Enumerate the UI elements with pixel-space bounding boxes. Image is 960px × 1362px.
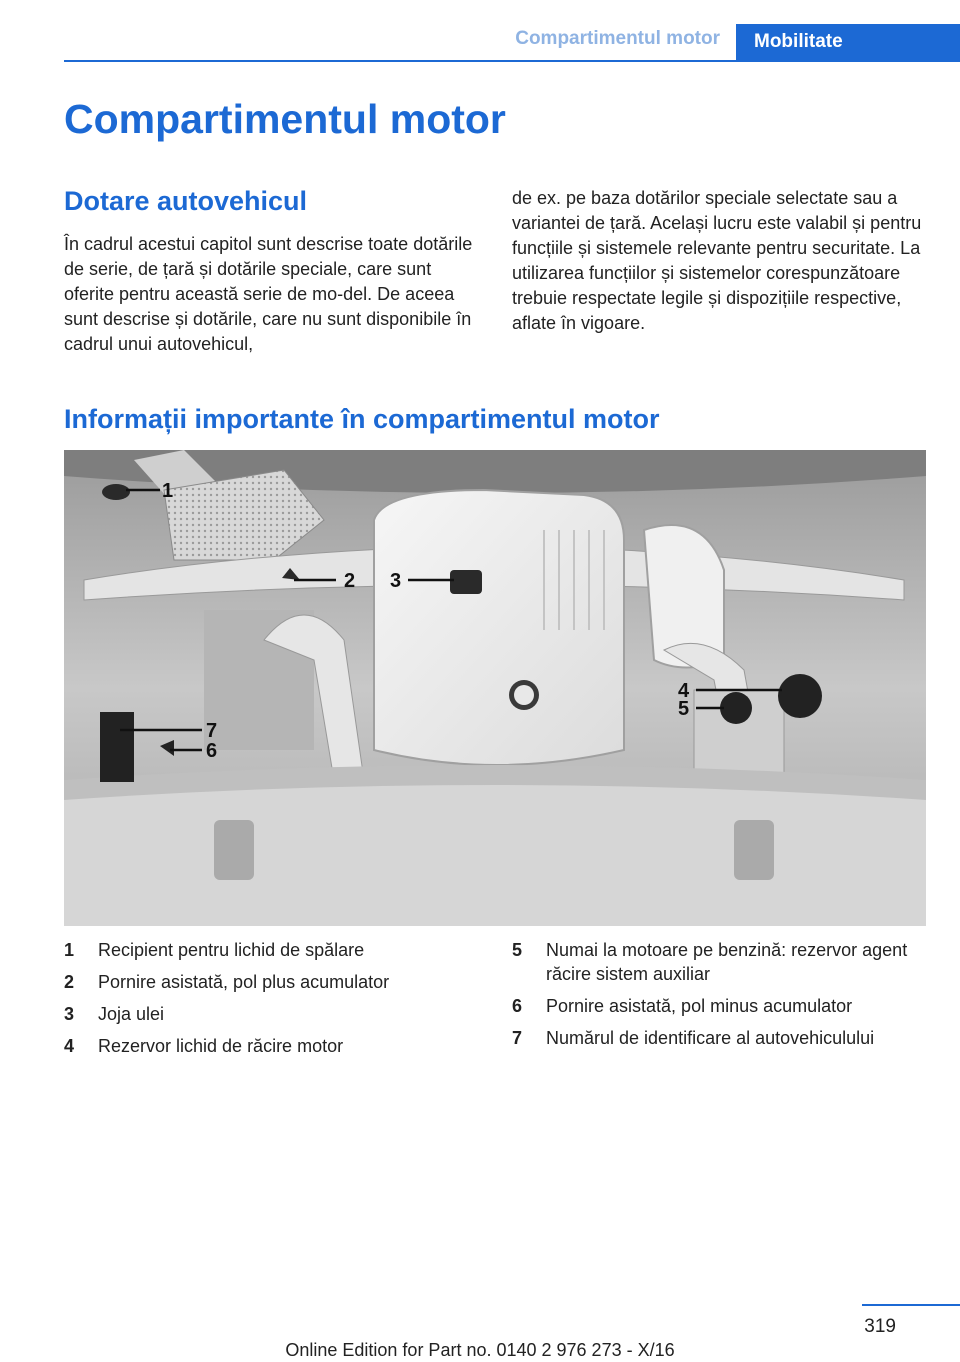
engine-bay-photo [64,450,926,926]
legend-text: Pornire asistată, pol plus acumulator [98,972,390,992]
photo-callout-3: 3 [390,570,402,592]
photo-callout-6: 6 [206,740,218,762]
legend-text: Pornire asistată, pol minus acumulator [546,996,853,1016]
equipment-paragraph-right: de ex. pe baza dotărilor speciale selectate sau a variantei de țară. Același lucru este valabil și pentru funcțiile și sistemele relevante pentru securitate. La utilizarea funcțiilor și sistemelor corespunzătoare trebuie respectate legile și dispozițiile respective, aflate în vigoare. [512,188,922,333]
legend-item [512,1026,928,1050]
section-heading-equipment: Dotare autovehicul [64,186,308,216]
legend-item [512,994,928,1018]
equipment-paragraph-left: În cadrul acestui capitol sunt descrise toate dotările de serie, de țară și dotările speciale, care sunt oferite pentru această serie de mo-del. De aceea sunt descrise și dotările, care nu sunt disponibile în cadrul unui autovehicul, [64,234,473,354]
legend-number: 5 [512,940,523,960]
legend-text: Rezervor lichid de răcire motor [98,1036,344,1056]
legend-number: 1 [64,940,75,960]
header-chapter-tab [736,24,960,62]
section-heading-engine-info: Informații importante în compartimentul motor [64,404,660,434]
page-title: Compartimentul motor [64,96,506,142]
legend-item [64,1034,484,1058]
legend-number: 2 [64,972,75,992]
photo-callout-1: 1 [162,480,174,502]
legend-item [64,938,484,962]
footer-rule [862,1304,960,1306]
legend-text: Numai la motoare pe benzină: rezervor agent răcire sistem auxiliar [546,940,908,984]
legend-item [512,938,928,986]
legend-number: 7 [512,1028,523,1048]
photo-callout-2: 2 [344,570,356,592]
legend-text: Numărul de identificare al autovehiculului [546,1028,875,1048]
legend-number: 4 [64,1036,75,1056]
legend-right [512,938,928,1058]
header-section-title: Compartimentul motor [515,28,720,49]
legend-text: Joja ulei [98,1004,165,1024]
legend-number: 3 [64,1004,75,1024]
footer-edition: Online Edition for Part no. 0140 2 976 273 - X/16 [285,1340,675,1360]
legend-left [64,938,484,1066]
legend-text: Recipient pentru lichid de spălare [98,940,365,960]
page-number: 319 [864,1316,896,1337]
legend-item [64,970,484,994]
legend-number: 6 [512,996,523,1016]
photo-callout-5: 5 [678,698,690,720]
photo-callout-4: 4 [678,680,690,702]
photo-callout-7: 7 [206,720,218,742]
legend-item [64,1002,484,1026]
header-chapter-label: Mobilitate [754,31,843,52]
